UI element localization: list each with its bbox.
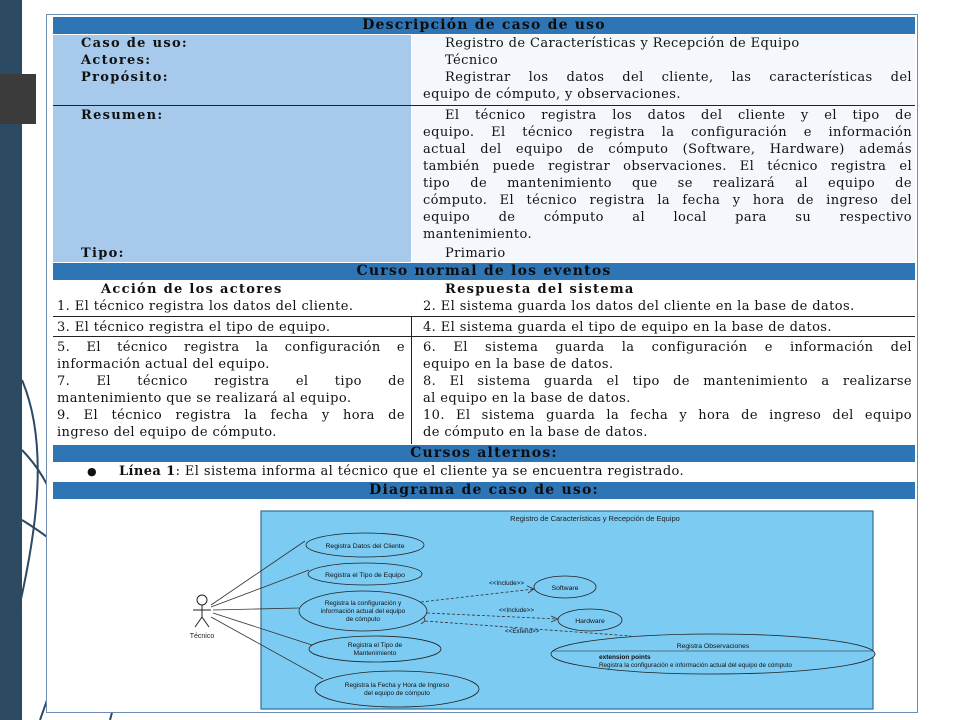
- respuesta-sistema-header: Respuesta del sistema: [445, 282, 635, 297]
- actor-step: 3. El técnico registra el tipo de equipo.: [57, 320, 331, 335]
- alternate-course-text: : El sistema informa al técnico que el cliente ya se encuentra registrado.: [175, 464, 685, 479]
- section-header-cursos-alternos: Cursos alternos:: [53, 445, 915, 462]
- system-step: 8. El sistema guarda el tipo de mantenimiento a realizarse: [423, 374, 912, 389]
- extend-label: <<Extend>>: [505, 628, 540, 635]
- use-case-software: [534, 576, 596, 598]
- resumen-line: también puede registrar observaciones. El técnico registra el: [423, 159, 912, 174]
- accion-actores-header: Acción de los actores: [101, 282, 283, 297]
- system-step: 10. El sistema guarda la fecha y hora de ingreso del equipo: [423, 408, 912, 423]
- system-step: 2. El sistema guarda los datos del cliente en la base de datos.: [423, 299, 855, 314]
- proposito-line: equipo de cómputo, y observaciones.: [423, 87, 681, 102]
- alternate-course-label: Línea 1: [119, 464, 176, 479]
- svg-text:información actual del equipo: información actual del equipo: [320, 608, 406, 615]
- svg-text:Registra Observaciones: Registra Observaciones: [676, 643, 750, 650]
- actor-step: mantenimiento que se realizará al equipo.: [57, 391, 352, 406]
- use-case-diagram: [175, 509, 877, 711]
- use-case-document: [46, 14, 918, 713]
- actor-step: 7. El técnico registra el tipo de: [57, 374, 405, 389]
- include-label: <<Include>>: [499, 607, 535, 614]
- use-case-fecha-ingreso: [315, 671, 479, 707]
- section-header-diagrama: Diagrama de caso de uso:: [53, 482, 915, 499]
- use-case-tipo-equipo: [308, 563, 422, 585]
- system-step: 4. El sistema guarda el tipo de equipo en la base de datos.: [423, 320, 832, 335]
- tipo-label: Tipo:: [81, 246, 125, 261]
- caso-de-uso-value: Registro de Características y Recepción de Equipo: [445, 36, 800, 51]
- actor-step: ingreso del equipo de cómputo.: [57, 425, 277, 440]
- svg-text:Registra la configuración e in: Registra la configuración e información actual del equipo de cómputo: [599, 662, 792, 669]
- section-header-curso-normal: Curso normal de los eventos: [53, 263, 915, 280]
- actor-label: Técnico: [189, 633, 215, 640]
- use-case-mantenimiento: [309, 636, 441, 662]
- system-title: Registro de Características y Recepción de Equipo: [510, 514, 680, 523]
- resumen-line: mantenimiento.: [423, 227, 533, 242]
- svg-text:Software: Software: [551, 585, 579, 592]
- resumen-line: tipo de mantenimiento que se realizará al equipo de: [423, 176, 912, 191]
- svg-text:Hardware: Hardware: [575, 618, 605, 625]
- resumen-line: El técnico registra los datos del cliente y el tipo de: [445, 108, 912, 123]
- svg-text:Registra la Fecha y Hora de In: Registra la Fecha y Hora de Ingreso: [344, 682, 450, 689]
- actor-step: 5. El técnico registra la configuración e: [57, 340, 405, 355]
- caso-de-uso-label: Caso de uso:: [81, 36, 189, 51]
- resumen-line: actual del equipo de cómputo (Software, Hardware) además: [423, 142, 912, 157]
- actores-value: Técnico: [445, 53, 499, 68]
- alternate-course-item: [119, 463, 684, 480]
- proposito-line: Registrar los datos del cliente, las características del: [445, 70, 912, 85]
- svg-text:Mantenimiento: Mantenimiento: [353, 650, 397, 657]
- include-label: <<Include>>: [489, 580, 525, 587]
- system-step: de cómputo en la base de datos.: [423, 425, 648, 440]
- use-case-observaciones: [551, 634, 875, 674]
- svg-text:del equipo de cómputo: del equipo de cómputo: [364, 690, 430, 697]
- resumen-line: cómputo. El técnico registra la fecha y hora de ingreso del: [423, 193, 912, 208]
- svg-text:Registra el Tipo de: Registra el Tipo de: [347, 642, 403, 649]
- resumen-label: Resumen:: [81, 108, 164, 123]
- use-case-configuracion: [299, 591, 427, 631]
- system-step: al equipo en la base de datos.: [423, 391, 631, 406]
- proposito-label: Propósito:: [81, 70, 169, 85]
- svg-text:Registra el Tipo de Equipo: Registra el Tipo de Equipo: [325, 572, 405, 579]
- use-case-datos-cliente: [306, 533, 424, 557]
- use-case-hardware: [558, 609, 622, 631]
- actor-step: 1. El técnico registra los datos del cliente.: [57, 299, 354, 314]
- section-header-descripcion: Descripción de caso de uso: [53, 17, 915, 34]
- svg-text:de cómputo: de cómputo: [346, 616, 380, 623]
- actor-step: información actual del equipo.: [57, 357, 270, 372]
- resumen-line: equipo de cómputo al local para su respectivo: [423, 210, 912, 225]
- row-divider: [53, 105, 915, 106]
- actores-label: Actores:: [81, 53, 152, 68]
- resumen-line: equipo. El técnico registra la configuración e información: [423, 125, 912, 140]
- bullet-icon: ●: [87, 465, 97, 478]
- tipo-value: Primario: [445, 246, 506, 261]
- system-step: 6. El sistema guarda la configuración e información del: [423, 340, 912, 355]
- system-step: equipo en la base de datos.: [423, 357, 614, 372]
- svg-text:extension points: extension points: [599, 654, 651, 661]
- actor-step: 9. El técnico registra la fecha y hora de: [57, 408, 405, 423]
- svg-text:Registra Datos del Cliente: Registra Datos del Cliente: [325, 543, 405, 550]
- svg-text:Registra la configuración y: Registra la configuración y: [324, 600, 402, 607]
